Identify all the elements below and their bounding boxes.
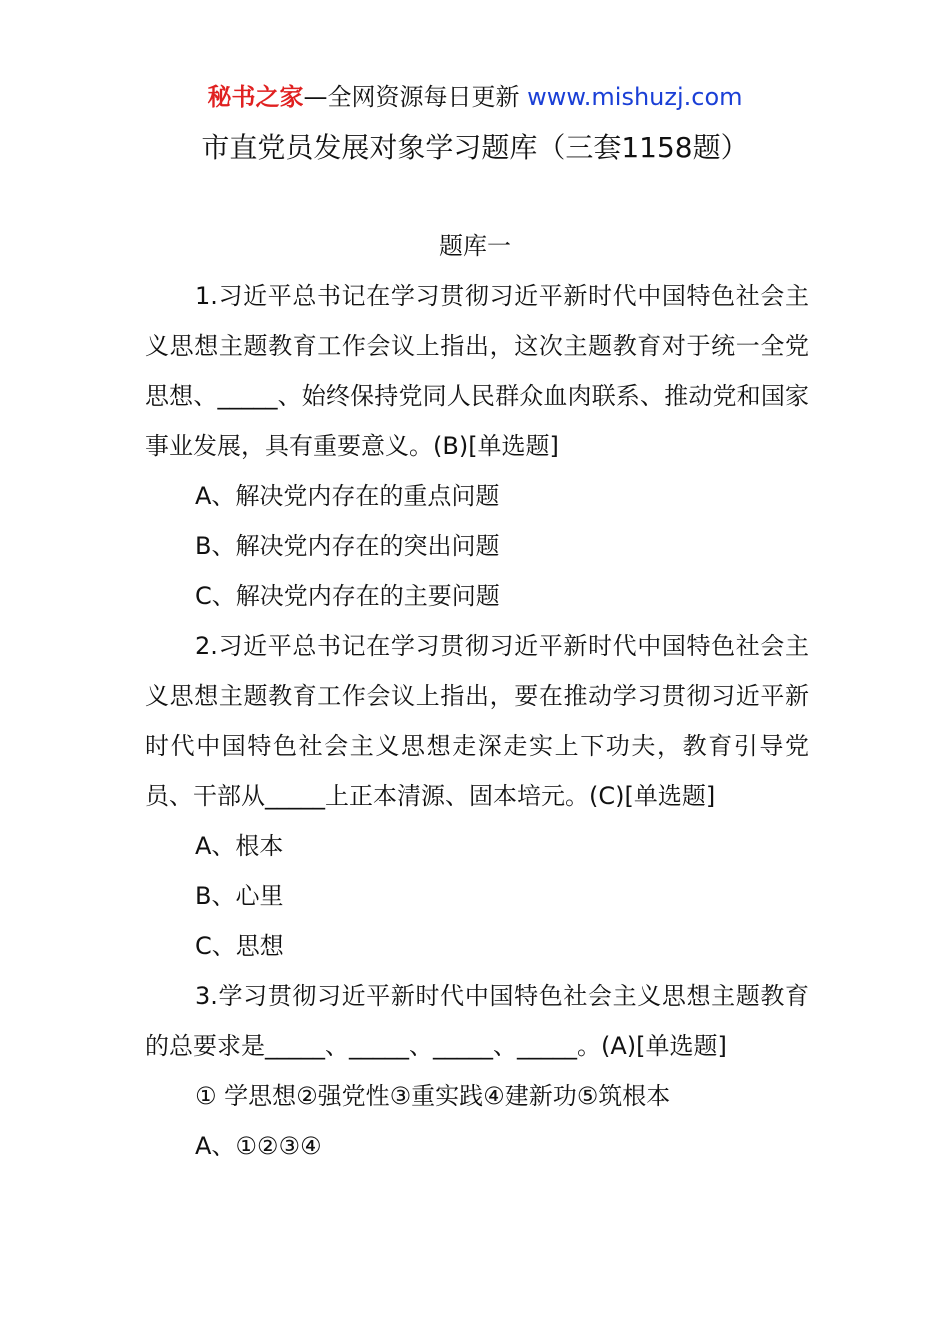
answer-option: A、根本: [195, 832, 284, 860]
site-banner: [0, 80, 950, 114]
answer-option: A、解决党内存在的重点问题: [195, 482, 500, 510]
question-list: [145, 271, 809, 1171]
section-heading: 题库一: [439, 232, 511, 260]
question-text: 2.习近平总书记在学习贯彻习近平新时代中国特色社会主义思想主题教育工作会议上指出，要在推动学习贯彻习近平新时代中国特色社会主义思想走深走实上下功夫，教育引导党员、干部从_____上正本清源、固本培元。(C)[单选题]: [145, 632, 809, 810]
brand-name: 秘书之家: [207, 83, 304, 111]
answer-choice-list: ① 学思想②强党性③重实践④建新功⑤筑根本: [195, 1082, 671, 1110]
question-text: 3.学习贯彻习近平新时代中国特色社会主义思想主题教育的总要求是_____、_____、_____、_____。(A)[单选题]: [145, 982, 809, 1060]
question-text: 1.习近平总书记在学习贯彻习近平新时代中国特色社会主义思想主题教育工作会议上指出，这次主题教育对于统一全党思想、_____、始终保持党同人民群众血肉联系、推动党和国家事业发展，具有重要意义。(B)[单选题]: [145, 282, 809, 460]
site-url[interactable]: www.mishuzj.com: [527, 83, 743, 111]
answer-option: B、解决党内存在的突出问题: [195, 532, 500, 560]
banner-tagline: —全网资源每日更新: [303, 83, 528, 111]
answer-option: B、心里: [195, 882, 284, 910]
document-title: 市直党员发展对象学习题库（三套1158题）: [201, 131, 749, 164]
answer-option: C、解决党内存在的主要问题: [195, 582, 500, 610]
answer-option: A、①②③④: [195, 1132, 322, 1160]
answer-option: C、思想: [195, 932, 284, 960]
